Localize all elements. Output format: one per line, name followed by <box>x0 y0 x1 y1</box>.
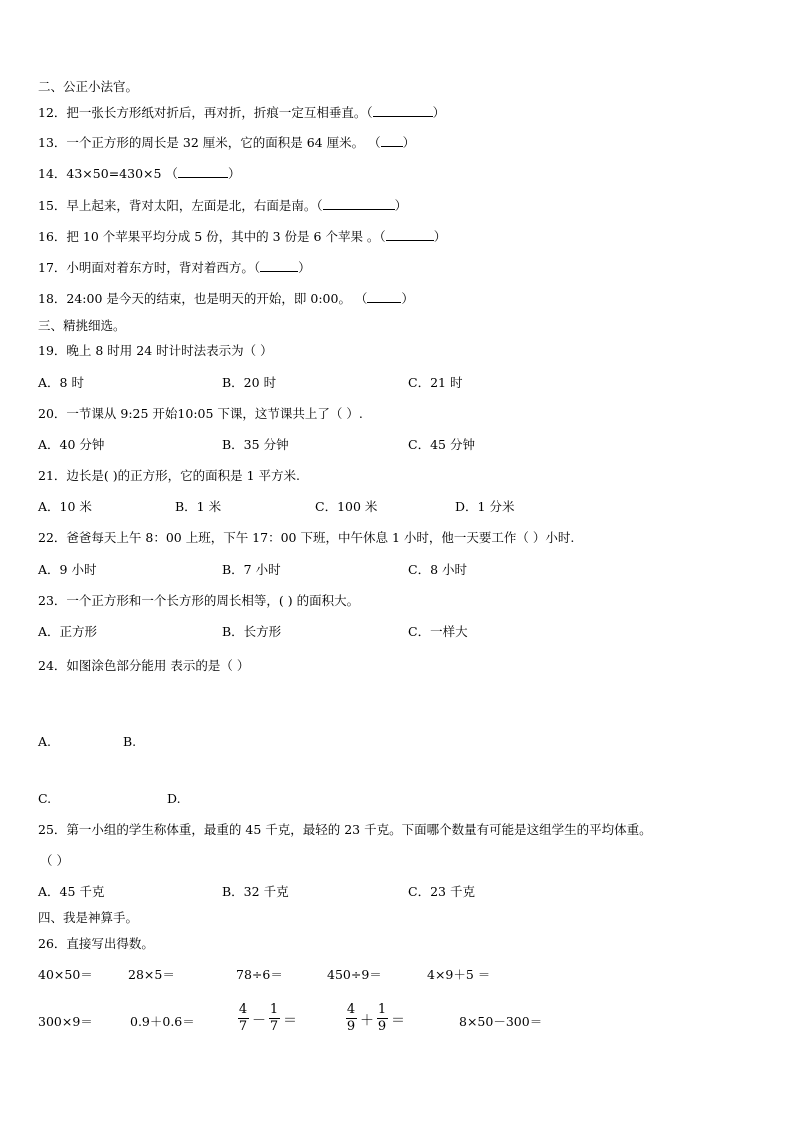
question-21-stem: 21．边长是( )的正方形，它的面积是 1 平方米. <box>38 468 301 483</box>
option-a[interactable]: A．8 时 <box>38 375 84 390</box>
question-13 <box>38 135 415 151</box>
denominator: 7 <box>269 1019 279 1034</box>
paren-close: ） <box>298 260 311 275</box>
question-19-stem: 19．晚上 8 时用 24 时计时法表示为（ ） <box>38 343 273 358</box>
option-c[interactable]: C．一样大 <box>408 624 468 639</box>
paren-close: ） <box>394 198 408 213</box>
paren-close: ） <box>432 105 446 120</box>
question-15 <box>38 198 407 214</box>
calc-item: 4×9＋5 ＝ <box>427 967 491 982</box>
question-15-text: 15．早上起来，背对太阳，左面是北，右面是南。（ <box>38 198 323 213</box>
question-14-text: 14．43×50=430×5 （ <box>38 166 178 181</box>
fraction <box>376 1003 388 1034</box>
plus-sign: ＋ <box>360 1013 374 1029</box>
question-18 <box>38 291 414 307</box>
denominator: 9 <box>377 1019 387 1034</box>
section-heading: 三、精挑细选。 <box>38 318 126 333</box>
option-d[interactable]: D．1 分米 <box>455 499 515 514</box>
calc-item: 8×50－300＝ <box>459 1014 543 1029</box>
option-a[interactable]: A．正方形 <box>38 624 98 639</box>
option-b[interactable]: B．35 分钟 <box>222 437 289 452</box>
answer-blank[interactable] <box>386 229 434 241</box>
option-b[interactable]: B．32 千克 <box>222 884 289 899</box>
fraction <box>237 1003 249 1034</box>
calc-item: 40×50＝ <box>38 967 93 982</box>
answer-blank[interactable] <box>367 291 401 303</box>
paren-close: ） <box>227 166 241 181</box>
numerator: 1 <box>377 1002 387 1017</box>
option-a[interactable]: A. <box>38 734 52 749</box>
equals-sign: ＝ <box>391 1013 405 1029</box>
equals-sign: ＝ <box>283 1013 297 1029</box>
option-a[interactable]: A．45 千克 <box>38 884 105 899</box>
paren-close: ） <box>402 135 416 150</box>
question-13-text: 13．一个正方形的周长是 32 厘米，它的面积是 64 厘米。 （ <box>38 135 381 150</box>
option-b[interactable]: B. <box>123 734 137 749</box>
calc-item: 78÷6＝ <box>236 967 283 982</box>
calc-item: 0.9＋0.6＝ <box>130 1014 195 1029</box>
paren-close: ） <box>433 229 447 244</box>
option-d[interactable]: D. <box>167 791 181 806</box>
option-c[interactable]: C．100 米 <box>315 499 378 514</box>
question-25-stem: 25．第一小组的学生称体重，最重的 45 千克，最轻的 23 千克。下面哪个数量有可能是这组学生的平均体重。 <box>38 822 652 837</box>
question-14 <box>38 166 240 182</box>
question-18-text: 18．24:00 是今天的结束，也是明天的开始，即 0:00。 （ <box>38 291 368 306</box>
numerator: 4 <box>238 1002 248 1017</box>
paren-close: ） <box>401 291 414 306</box>
question-12-text: 12．把一张长方形纸对折后，再对折，折痕一定互相垂直。（ <box>38 105 373 120</box>
option-b[interactable]: B．长方形 <box>222 624 282 639</box>
fraction <box>268 1003 280 1034</box>
question-24-stem: 24．如图涂色部分能用 表示的是（ ） <box>38 658 250 673</box>
answer-blank[interactable] <box>178 166 228 178</box>
denominator: 7 <box>238 1019 248 1034</box>
question-17 <box>38 260 311 276</box>
answer-blank[interactable] <box>323 198 395 210</box>
option-b[interactable]: B．7 小时 <box>222 562 281 577</box>
answer-blank[interactable] <box>381 135 403 147</box>
question-20-stem: 20．一节课从 9:25 开始10:05 下课，这节课共上了（ ）. <box>38 406 363 421</box>
question-22-stem: 22．爸爸每天上午 8：00 上班，下午 17：00 下班，中午休息 1 小时，他一天要工作（ ）小时. <box>38 530 575 545</box>
question-12 <box>38 105 445 121</box>
option-c[interactable]: C．8 小时 <box>408 562 467 577</box>
option-a[interactable]: A．10 米 <box>38 499 92 514</box>
option-b[interactable]: B．1 米 <box>175 499 222 514</box>
question-16-text: 16．把 10 个苹果平均分成 5 份，其中的 3 份是 6 个苹果 。（ <box>38 229 386 244</box>
question-17-text: 17．小明面对着东方时，背对着西方。（ <box>38 260 261 275</box>
option-a[interactable]: A．9 小时 <box>38 562 97 577</box>
numerator: 1 <box>269 1002 279 1017</box>
question-26-title: 26．直接写出得数。 <box>38 936 154 951</box>
section-heading: 四、我是神算手。 <box>38 910 139 925</box>
minus-sign: － <box>252 1013 266 1029</box>
answer-blank[interactable] <box>260 260 298 272</box>
calc-item: 450÷9＝ <box>327 967 382 982</box>
answer-blank[interactable] <box>373 105 433 117</box>
option-c[interactable]: C．45 分钟 <box>408 437 475 452</box>
question-23-stem: 23．一个正方形和一个长方形的周长相等，( ) 的面积大。 <box>38 593 360 608</box>
calc-item: 28×5＝ <box>128 967 175 982</box>
numerator: 4 <box>346 1002 356 1017</box>
option-a[interactable]: A．40 分钟 <box>38 437 105 452</box>
option-c[interactable]: C．23 千克 <box>408 884 475 899</box>
option-b[interactable]: B．20 时 <box>222 375 277 390</box>
question-16 <box>38 229 446 245</box>
denominator: 9 <box>346 1019 356 1034</box>
calc-item: 300×9＝ <box>38 1014 93 1029</box>
answer-paren[interactable]: （ ） <box>40 853 69 868</box>
section-heading: 二、公正小法官。 <box>38 79 139 94</box>
option-c[interactable]: C. <box>38 791 52 806</box>
option-c[interactable]: C．21 时 <box>408 375 463 390</box>
fraction <box>345 1003 357 1034</box>
